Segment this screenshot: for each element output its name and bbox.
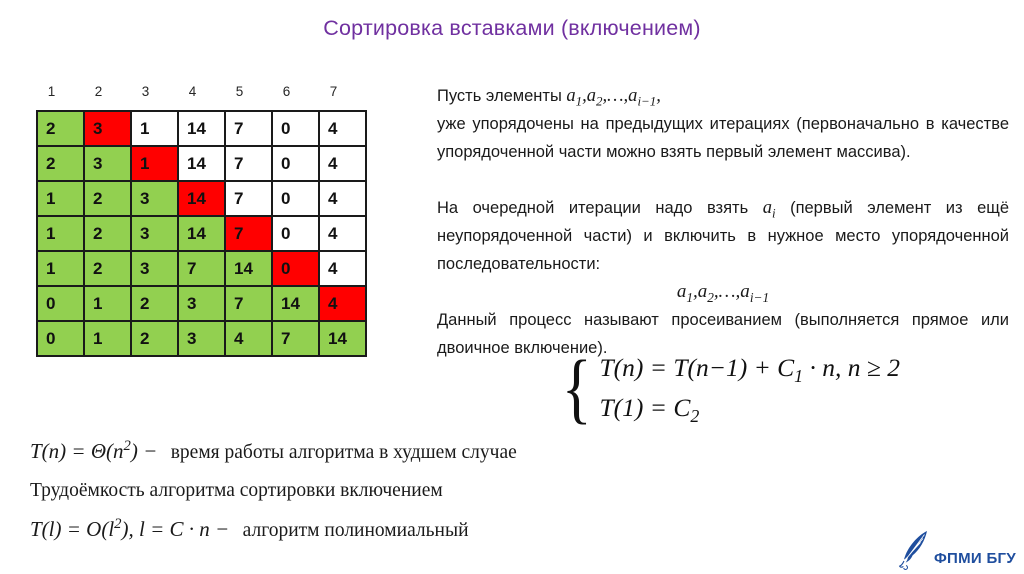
worst-case-text: время работы алгоритма в худшем случае: [170, 442, 517, 463]
table-cell: 3: [132, 217, 177, 250]
table-cell: 7: [226, 182, 271, 215]
table-cell: 2: [85, 182, 130, 215]
sequence-math: $a_1,a_2,\dots,a_{i-1}$: [676, 281, 770, 305]
fpmi-bsu-logo: [897, 530, 1016, 568]
table-cell: 1: [132, 147, 177, 180]
sequence-formula-line: [437, 279, 1009, 305]
table-cell: 0: [273, 147, 318, 180]
column-header: 7: [329, 84, 338, 99]
polynomial-formula: $T(l) = O(l^2)$, l = C · n −: [30, 516, 230, 541]
table-cell: 7: [226, 217, 271, 250]
table-cell: 14: [179, 112, 224, 145]
table-cell: 0: [273, 112, 318, 145]
table-cell: 7: [226, 147, 271, 180]
recurrence-lines: [599, 348, 900, 428]
table-cell: 14: [179, 147, 224, 180]
table-cell: 2: [132, 322, 177, 355]
curly-brace: {: [561, 344, 592, 431]
table-cell: 3: [132, 252, 177, 285]
polynomial-text: алгоритм полиномиальный: [242, 520, 469, 541]
table-cell: 4: [226, 322, 271, 355]
insertion-sort-steps-table: [36, 110, 367, 357]
table-cell: 0: [38, 322, 83, 355]
table-cell: 0: [273, 252, 318, 285]
table-cell: 3: [179, 287, 224, 320]
table-cell: 4: [320, 147, 365, 180]
column-header: 1: [47, 84, 56, 99]
table-cell: 3: [132, 182, 177, 215]
table-cell: 1: [38, 182, 83, 215]
description-text-block: [437, 82, 1009, 362]
table-cell: 4: [320, 252, 365, 285]
table-cell: 2: [38, 147, 83, 180]
table-cell: 1: [38, 252, 83, 285]
table-cell: 1: [132, 112, 177, 145]
table-cell: 3: [85, 147, 130, 180]
paragraph-sifting: Данный процесс называют просеиванием (выполняется прямое или двоичное включение).: [437, 311, 1009, 357]
table-cell: 7: [273, 322, 318, 355]
table-cell: 4: [320, 112, 365, 145]
paragraph-iteration: [437, 194, 1009, 278]
column-header: 2: [94, 84, 103, 99]
table-cell: 1: [85, 287, 130, 320]
p2-before-text: На очередной итерации надо взять: [437, 199, 749, 217]
polynomial-line: [30, 514, 517, 547]
table-cell: 7: [226, 112, 271, 145]
table-cell: 0: [273, 182, 318, 215]
table-cell: 2: [85, 217, 130, 250]
table-cell: 14: [273, 287, 318, 320]
table-cell: 7: [179, 252, 224, 285]
table-cell: 2: [85, 252, 130, 285]
table-cell: 1: [38, 217, 83, 250]
table-cell: 4: [320, 182, 365, 215]
quill-icon: [897, 530, 931, 570]
column-header: 3: [141, 84, 150, 99]
worst-case-formula: $T(n) = \Theta(n^2)$ −: [30, 438, 158, 463]
table-cell: 2: [132, 287, 177, 320]
column-header: 4: [188, 84, 197, 99]
recurrence-line-2: $T(1) = C_2$: [599, 393, 700, 427]
table-cell: 3: [85, 112, 130, 145]
p1-body-text: уже упорядочены на предыдущих итерациях (первоначально в качестве упорядоченной части можно взять первый элемент массива).: [437, 115, 1009, 161]
column-header: 5: [235, 84, 244, 99]
recurrence-line-1: $T(n) = T(n-1) + C_1 \cdot n$, n ≥ 2: [599, 353, 900, 387]
logo-text: ФПМИ БГУ: [933, 550, 1016, 567]
p2-after-text: (первый элемент из ещё неупорядоченной части) и включить в нужное место упорядоченной последовательности:: [437, 199, 1009, 273]
p2-inline-math: $a_i$: [762, 198, 776, 221]
table-cell: 3: [179, 322, 224, 355]
column-header: 6: [282, 84, 291, 99]
p1-sequence-math: $a_1,a_2,\dots,a_{i-1}$,: [566, 86, 661, 109]
table-cell: 7: [226, 287, 271, 320]
labor-intensity-text: Трудоёмкость алгоритма сортировки включением: [30, 480, 443, 501]
table-cell: 14: [320, 322, 365, 355]
table-cell: 14: [226, 252, 271, 285]
table-cell: 14: [179, 217, 224, 250]
table-cell: 14: [179, 182, 224, 215]
table-cell: 4: [320, 217, 365, 250]
labor-intensity-line: [30, 476, 517, 507]
paragraph-ordered-part: [437, 82, 1009, 166]
table-column-headers: [38, 84, 367, 99]
slide-title: Сортировка вставками (включением): [323, 16, 701, 40]
table-cell: 0: [38, 287, 83, 320]
table-cell: 0: [273, 217, 318, 250]
worst-case-line: [30, 436, 517, 469]
recurrence-system: [558, 345, 900, 431]
p1-intro-text: Пусть элементы: [437, 87, 562, 105]
table-cell: 1: [85, 322, 130, 355]
table-cell: 4: [320, 287, 365, 320]
table-cell: 2: [38, 112, 83, 145]
complexity-notes: [30, 436, 517, 554]
